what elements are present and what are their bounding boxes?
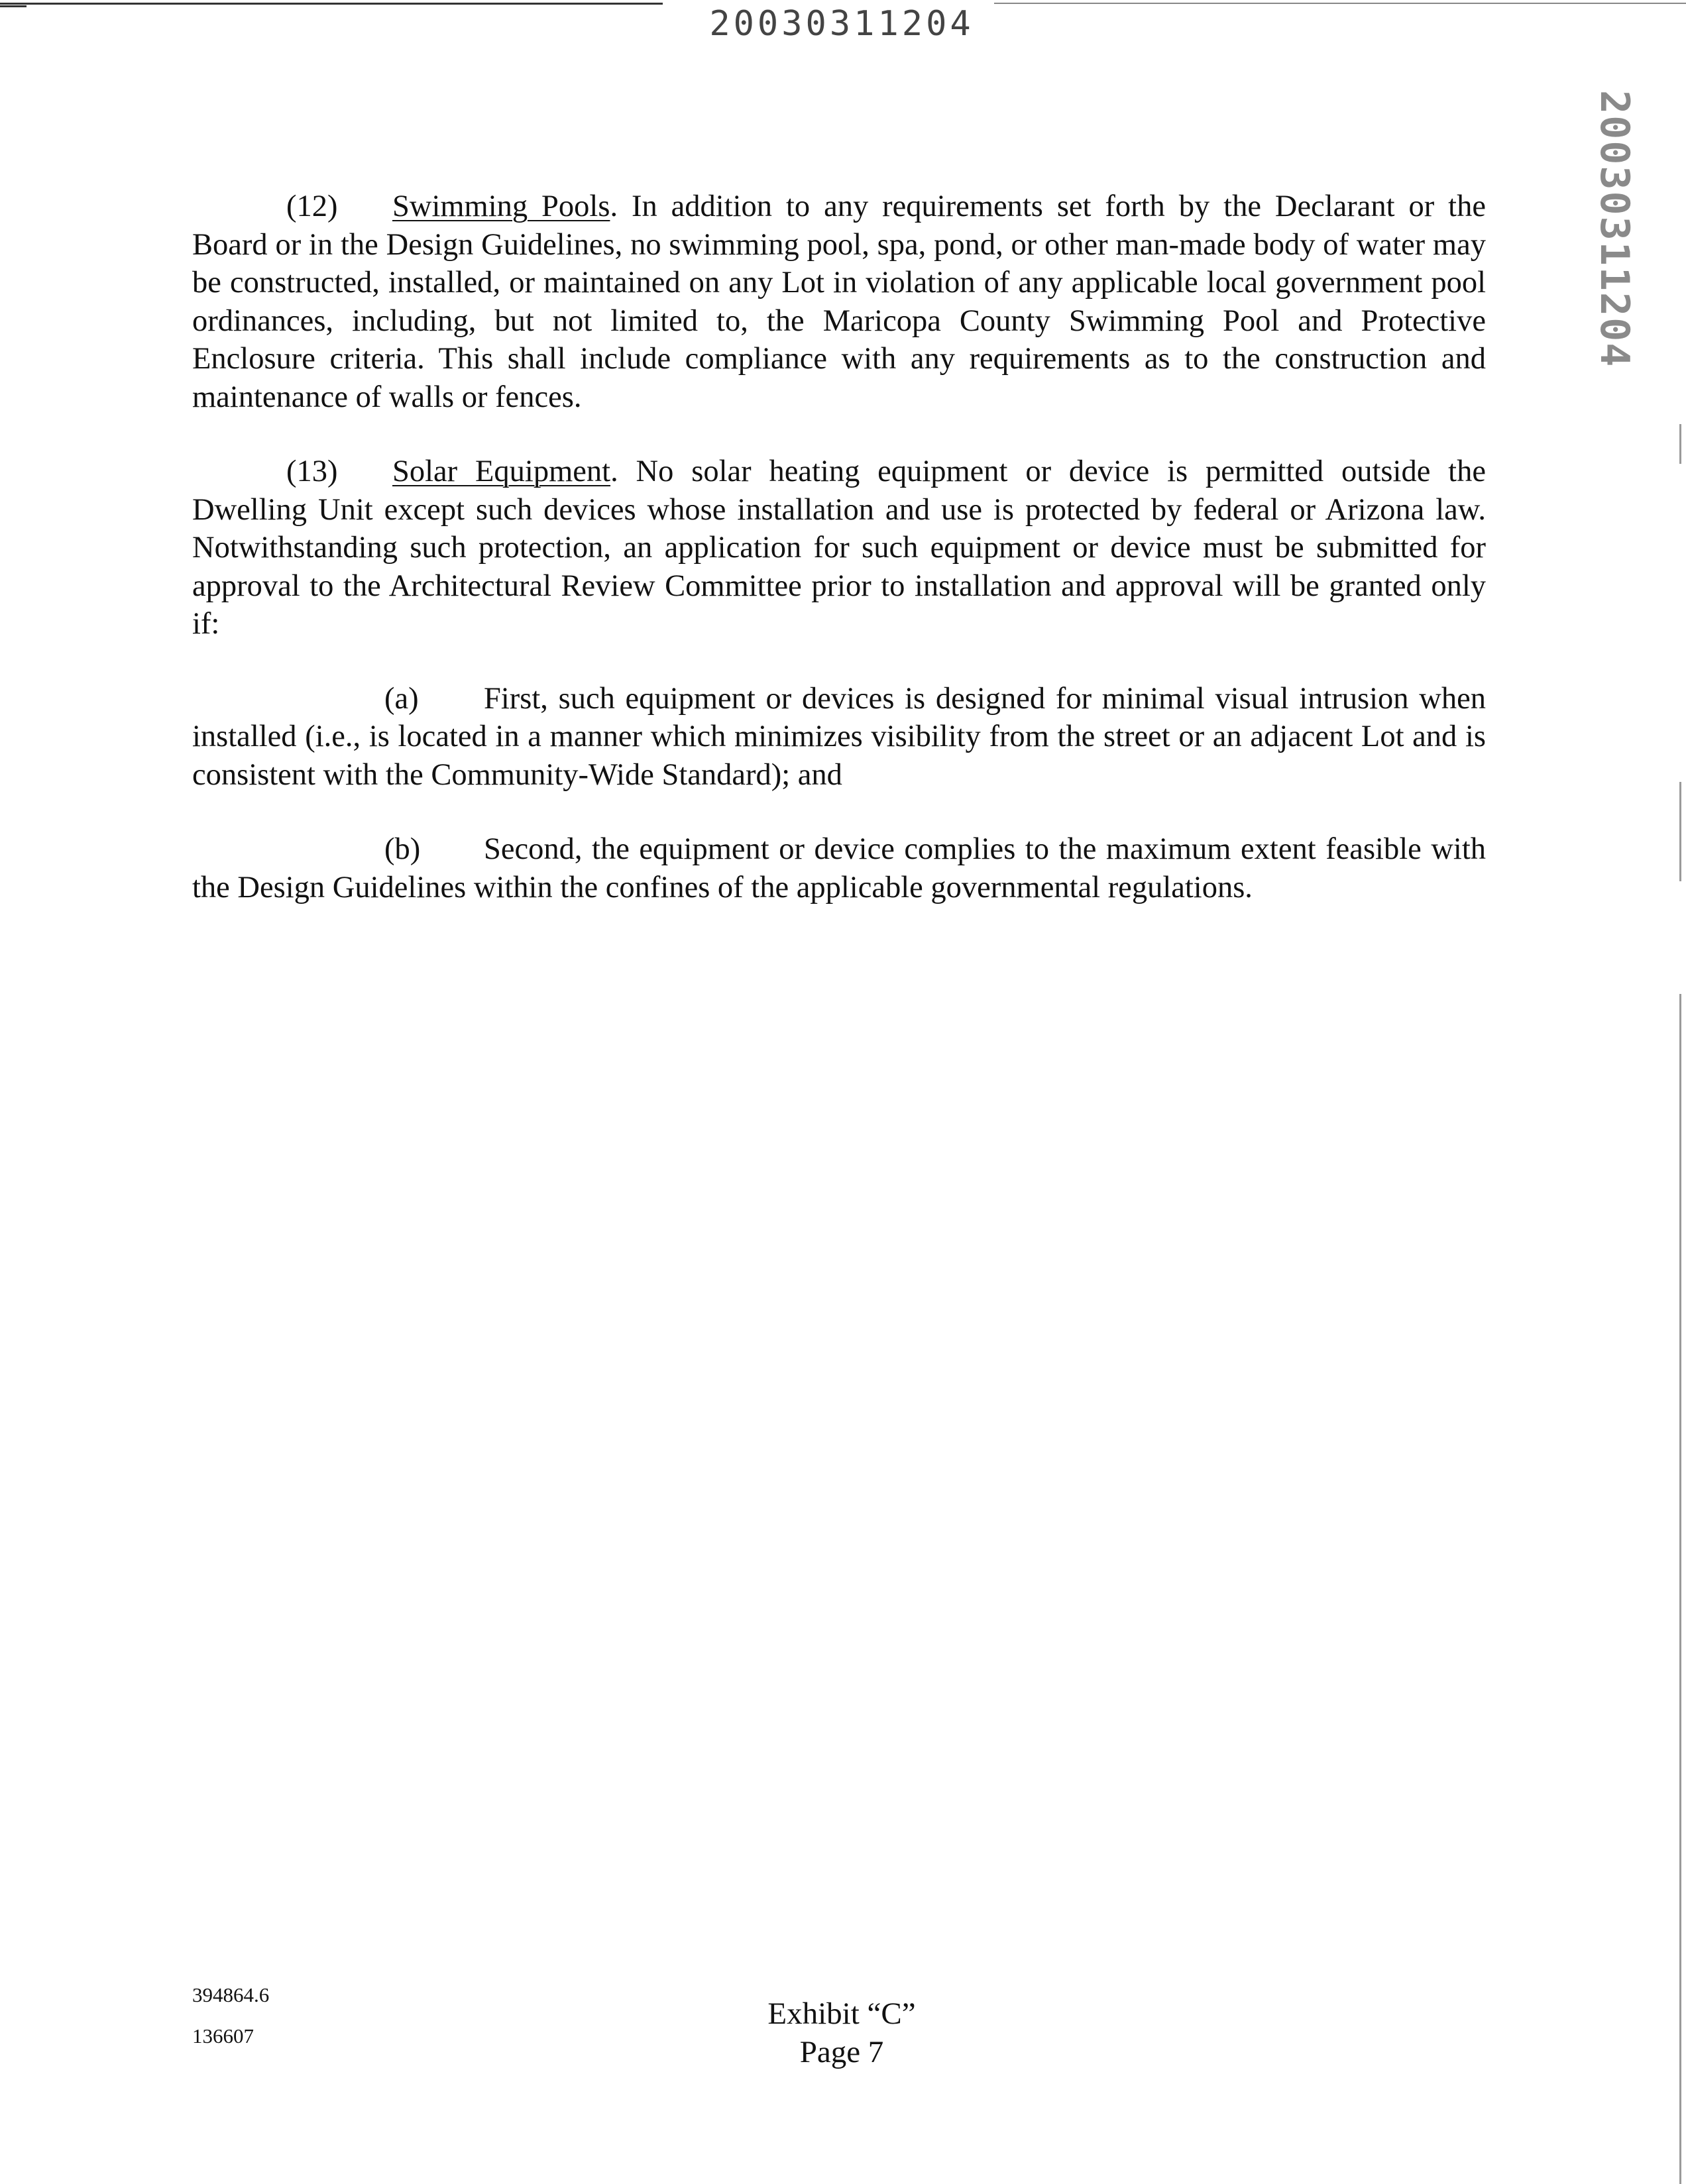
side-stamp: 20030311204 <box>1591 90 1638 368</box>
edge-mark <box>1679 994 1681 2184</box>
sub-item-label: (a) <box>384 681 419 716</box>
page-number: Page 7 <box>799 2035 884 2069</box>
edge-mark <box>1679 782 1681 881</box>
top-rule-dash <box>0 5 27 7</box>
doc-id: 136607 <box>192 2024 254 2048</box>
sub-item-a <box>192 680 1486 794</box>
section-number: (12) <box>286 190 338 223</box>
document-body <box>192 188 1486 943</box>
top-rule <box>0 3 663 5</box>
section-text: . In addition to any requirements set forth by the Declarant or the Board or in the Design Guidelines, no swimming pool, spa, pond, or other man-made body of water may be constructed, installed, or maintained on any Lot in violation of any applicable local government pool ordinances, including, but not limited to, the Maricopa County Swimming Pool and Protective Enclosure criteria. This shall include compliance with any requirements as to the construction and maintenance of walls or fences. <box>192 190 1486 414</box>
exhibit-label: Exhibit “C” <box>767 1996 916 2031</box>
paragraph-solar-equipment <box>192 453 1486 643</box>
top-rule-right <box>994 3 1686 4</box>
paragraph-swimming-pools <box>192 188 1486 416</box>
section-title: Solar Equipment <box>392 455 611 488</box>
footer-exhibit <box>663 1994 1021 2071</box>
footer-doc-ids <box>192 1975 269 2057</box>
section-title: Swimming Pools <box>392 190 610 223</box>
sub-item-b <box>192 830 1486 906</box>
edge-mark <box>1679 424 1681 464</box>
doc-id: 394864.6 <box>192 1983 270 2006</box>
section-number: (13) <box>286 455 338 488</box>
recording-number: 20030311204 <box>709 4 974 44</box>
section-text: . No solar heating equipment or device is permitted outside the Dwelling Unit except such devices whose installation and use is protected by federal or Arizona law. Notwithstanding such protection, an application for such equipment or device must be submitted for approval to the Architectural Review Committee prior to installation and approval will be granted only if: <box>192 455 1486 641</box>
sub-item-text: Second, the equipment or device complies to the maximum extent feasible with the Design Guidelines within the confines of the applicable governmental regulations. <box>192 832 1486 904</box>
sub-item-label: (b) <box>384 832 421 866</box>
sub-item-text: First, such equipment or devices is designed for minimal visual intrusion when installed (i.e., is located in a manner which minimizes visibility from the street or an adjacent Lot and is consistent with the Community-Wide Standard); and <box>192 681 1486 792</box>
